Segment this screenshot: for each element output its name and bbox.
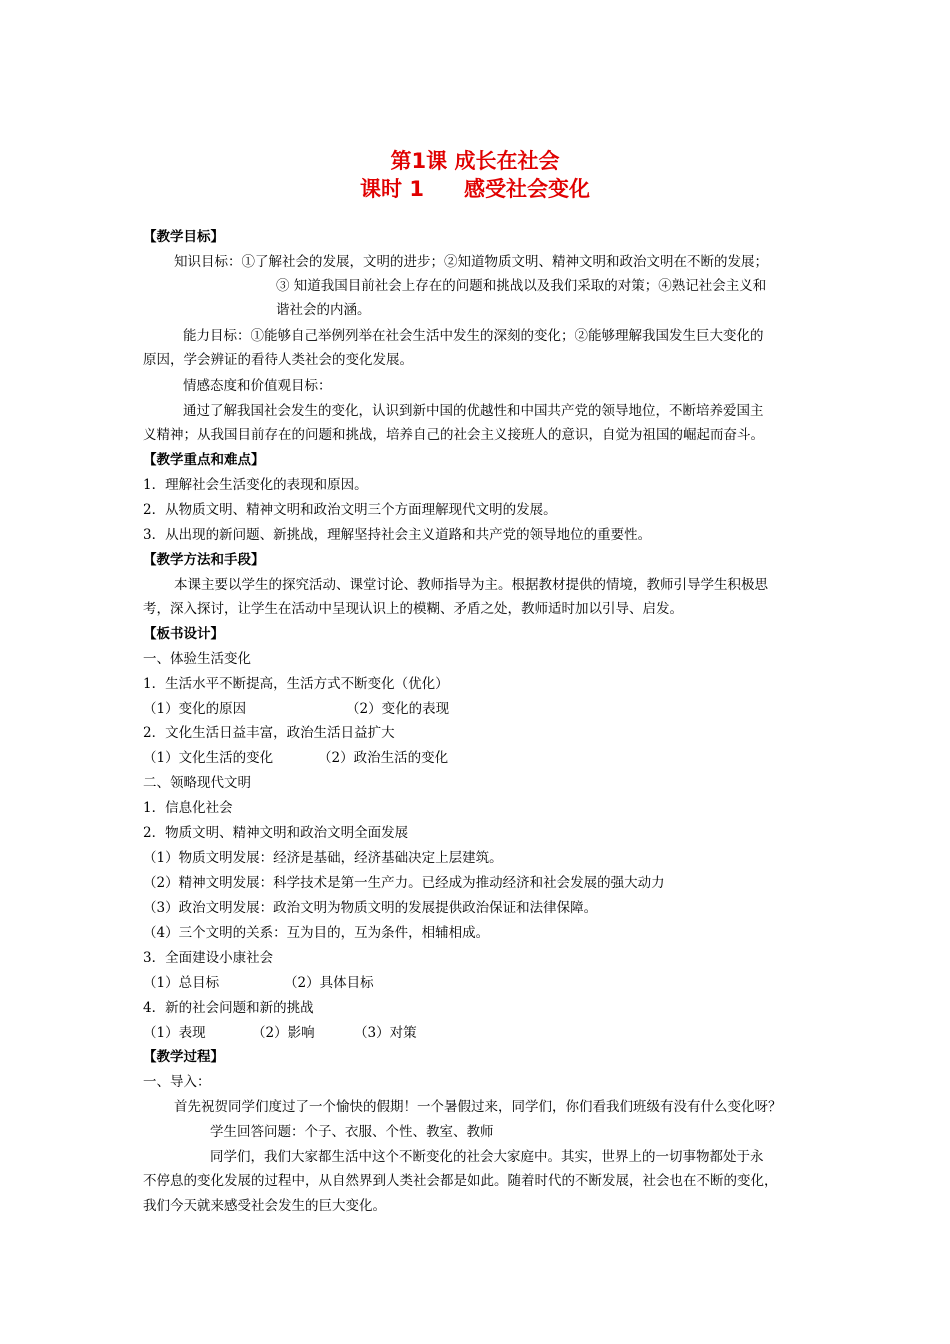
board-subitem-show: （1）表现 — [143, 1025, 206, 1041]
methods-heading: 【教学方法和手段】 — [143, 552, 265, 568]
process-paragraph-1: 首先祝贺同学们度过了一个愉快的假期！一个暑假过来，同学们，你们看我们班级有没有什么变化呀？ — [174, 1099, 782, 1115]
methods-line2: 考，深入探讨，让学生在活动中呈现认识上的模糊、矛盾之处，教师适时加以引导、启发。 — [143, 601, 683, 617]
knowledge-objective-line2: ③ 知道我国目前社会上存在的问题和挑战以及我们采取的对策；④熟记社会主义和 — [276, 278, 767, 294]
process-paragraph-3-line2: 不停息的变化发展的过程中，从自然界到人类社会都是如此。随着时代的不断发展，社会也在不断的变化， — [143, 1173, 778, 1189]
objectives-heading: 【教学目标】 — [143, 229, 224, 245]
board-subitem-relation: （4）三个文明的关系：互为目的，互为条件，相辅相成。 — [143, 925, 490, 941]
board-subitem-political: （3）政治文明发展：政治文明为物质文明的发展提供政治保证和法律保障。 — [143, 900, 598, 916]
ability-objective-line1: 能力目标：①能够自己举例列举在社会生活中发生的深刻的变化；②能够理解我国发生巨大变化的 — [183, 328, 764, 344]
board-item-2-3: 3．全面建设小康社会 — [143, 950, 274, 966]
emotion-objective-line1: 通过了解我国社会发生的变化，认识到新中国的优越性和中国共产党的领导地位，不断培养爱国主 — [183, 403, 764, 419]
board-subitem-manifestation: （2）变化的表现 — [346, 701, 450, 717]
board-subitem-specific-goal: （2）具体目标 — [284, 975, 374, 991]
process-heading: 【教学过程】 — [143, 1049, 224, 1065]
process-intro: 一、导入： — [143, 1074, 211, 1090]
board-item-2-4: 4．新的社会问题和新的挑战 — [143, 1000, 314, 1016]
board-subitem-culture: （1）文化生活的变化 — [143, 750, 274, 766]
board-heading: 【板书设计】 — [143, 626, 224, 642]
board-subitem-impact: （2）影响 — [252, 1025, 315, 1041]
board-subitem-overall-goal: （1）总目标 — [143, 975, 220, 991]
ability-objective-line2: 原因，学会辨证的看待人类社会的变化发展。 — [143, 352, 413, 368]
board-section-1: 一、体验生活变化 — [143, 651, 251, 667]
board-subitem-cause: （1）变化的原因 — [143, 701, 247, 717]
board-item-1-2: 2．文化生活日益丰富，政治生活日益扩大 — [143, 725, 395, 741]
board-subitem-politics: （2）政治生活的变化 — [318, 750, 449, 766]
board-item-2-2: 2．物质文明、精神文明和政治文明全面发展 — [143, 825, 409, 841]
period-topic: 感受社会变化 — [463, 177, 590, 201]
board-subitem-countermeasure: （3）对策 — [354, 1025, 417, 1041]
keypoint-2: 2．从物质文明、精神文明和政治文明三个方面理解现代文明的发展。 — [143, 502, 557, 518]
board-section-2: 二、领略现代文明 — [143, 775, 251, 791]
board-subitem-spiritual: （2）精神文明发展：科学技术是第一生产力。已经成为推动经济和社会发展的强大动力 — [143, 875, 665, 891]
keypoint-1: 1．理解社会生活变化的表现和原因。 — [143, 477, 368, 493]
board-item-2-1: 1．信息化社会 — [143, 800, 233, 816]
methods-line1: 本课主要以学生的探究活动、课堂讨论、教师指导为主。根据教材提供的情境，教师引导学生积极思 — [174, 577, 768, 593]
board-subitem-material: （1）物质文明发展：经济是基础，经济基础决定上层建筑。 — [143, 850, 503, 866]
process-paragraph-3-line1: 同学们，我们大家都生活中这个不断变化的社会大家庭中。其实，世界上的一切事物都处于永 — [210, 1149, 764, 1165]
lesson-title: 第1课 成长在社会 — [390, 149, 560, 173]
period-label: 课时 1 — [360, 177, 424, 201]
knowledge-objective-line3: 谐社会的内涵。 — [276, 302, 371, 318]
emotion-objective-label: 情感态度和价值观目标： — [183, 378, 332, 394]
process-paragraph-2: 学生回答问题：个子、衣服、个性、教室、教师 — [210, 1124, 494, 1140]
board-item-1-1: 1．生活水平不断提高，生活方式不断变化（优化） — [143, 676, 449, 692]
keypoints-heading: 【教学重点和难点】 — [143, 452, 265, 468]
lesson-subtitle — [0, 176, 950, 202]
keypoint-3: 3．从出现的新问题、新挑战，理解坚持社会主义道路和共产党的领导地位的重要性。 — [143, 527, 652, 543]
emotion-objective-line2: 义精神；从我国目前存在的问题和挑战，培养自己的社会主义接班人的意识，自觉为祖国的崛起而奋斗。 — [143, 427, 764, 443]
process-paragraph-3-line3: 我们今天就来感受社会发生的巨大变化。 — [143, 1198, 386, 1214]
knowledge-objective-line1: 知识目标：①了解社会的发展，文明的进步；②知道物质文明、精神文明和政治文明在不断的发展； — [174, 254, 768, 270]
